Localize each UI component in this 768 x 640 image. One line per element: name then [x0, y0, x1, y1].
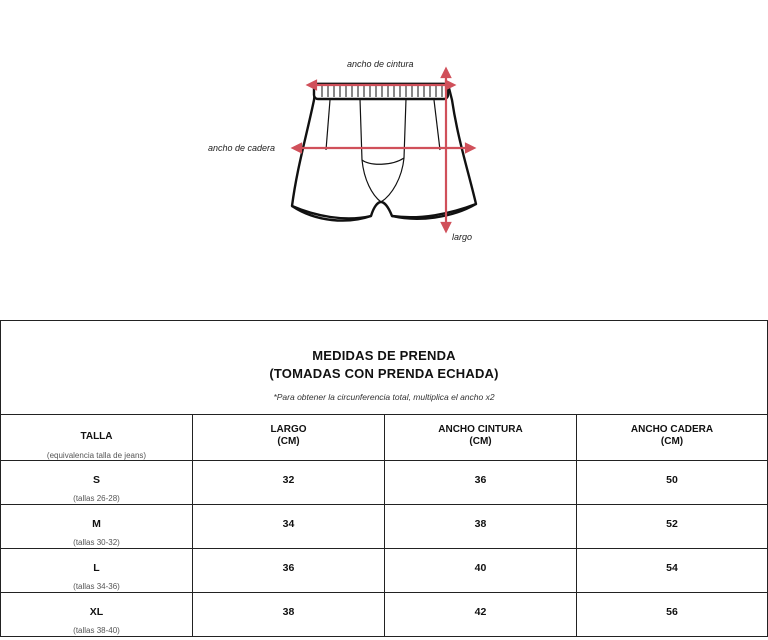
largo-value: 34: [282, 518, 295, 530]
table-header: [1, 321, 768, 415]
cintura-value: 36: [474, 474, 487, 486]
table-row: [1, 549, 768, 593]
column-header-row: [1, 415, 768, 461]
shorts-diagram: [0, 0, 768, 300]
size-equivalence: (tallas 30-32): [73, 538, 120, 547]
size-chart-table: [0, 320, 768, 637]
largo-value: 32: [282, 474, 295, 486]
waist-label: ancho de cintura: [347, 59, 414, 69]
length-label: largo: [452, 232, 473, 242]
size-equivalence: (tallas 26-28): [73, 494, 120, 503]
size-label: XL: [89, 606, 104, 618]
shorts-illustration: [0, 0, 768, 300]
size-equivalence: (tallas 34-36): [73, 582, 120, 591]
cadera-value: 56: [666, 606, 678, 618]
col-ancho-cintura: ANCHO CINTURA (CM): [385, 415, 577, 461]
col-ancho-cadera: ANCHO CADERA (CM): [577, 415, 768, 461]
table-title-line2: (TOMADAS CON PRENDA ECHADA): [269, 366, 499, 381]
table-row: [1, 593, 768, 637]
largo-value: 38: [282, 606, 295, 618]
hip-label: ancho de cadera: [208, 143, 276, 153]
cintura-value: 38: [474, 518, 487, 530]
cadera-value: 50: [666, 474, 678, 486]
cintura-value: 40: [474, 562, 487, 574]
size-label: M: [92, 518, 101, 530]
largo-value: 36: [282, 562, 295, 574]
size-equivalence: (tallas 38-40): [73, 626, 120, 635]
table-row: [1, 505, 768, 549]
col-talla: TALLA (equivalencia talla de jeans): [1, 415, 193, 461]
size-label: L: [93, 562, 100, 574]
circumference-note: *Para obtener la circunferencia total, multiplica el ancho x2: [273, 392, 495, 402]
col-largo: LARGO (CM): [193, 415, 385, 461]
size-label: S: [92, 474, 100, 486]
table-title-line1: MEDIDAS DE PRENDA: [312, 348, 456, 363]
cadera-value: 52: [666, 518, 678, 530]
cadera-value: 54: [666, 562, 678, 574]
table-row: [1, 461, 768, 505]
cintura-value: 42: [474, 606, 487, 618]
